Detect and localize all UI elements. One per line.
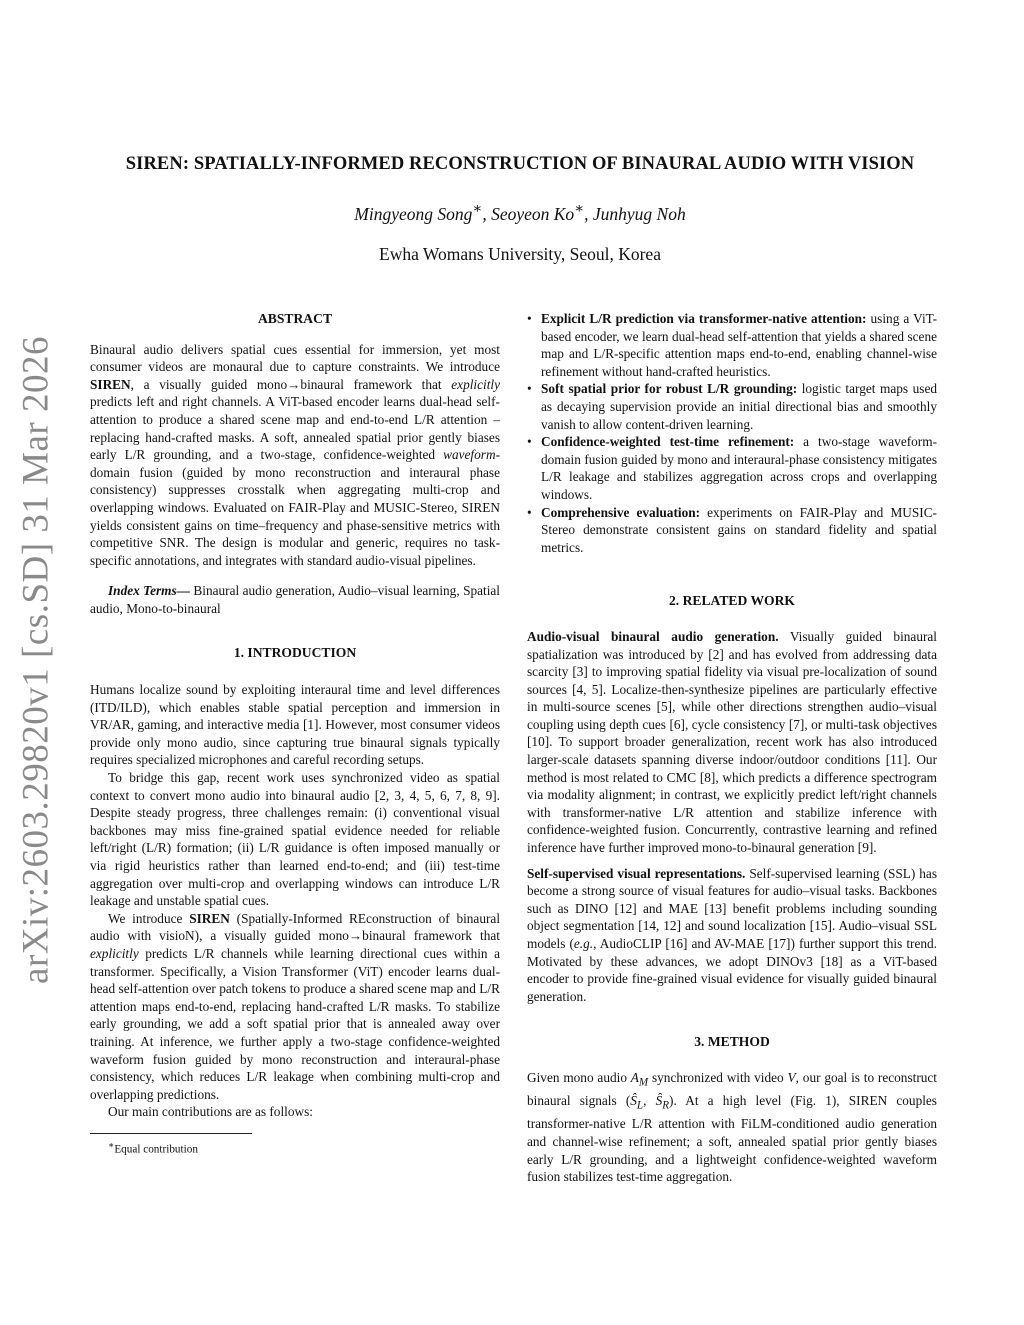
method-text: , [643, 1093, 656, 1109]
method-paragraph [527, 1069, 937, 1186]
footnote-text: Equal contribution [114, 1143, 198, 1156]
list-item [527, 310, 937, 380]
author-separator: , [584, 203, 593, 224]
author-3: Junhyug Noh [592, 203, 686, 224]
contribution-title: Soft spatial prior for robust L/R grounding: [541, 381, 798, 397]
subsection-title: Self-supervised visual representations. [527, 865, 746, 881]
introduction-heading: 1. INTRODUCTION [233, 644, 357, 660]
abstract-heading: ABSTRACT [257, 311, 333, 326]
author-1: Mingyeong Song [354, 203, 473, 224]
related-text: Visually guided binaural spatialization was introduced by [2] and has evolved from addressing data scarcity [3] to improving spatial fidelity via visual pre-localization of sound sources [4, 5]. Localize-then-synthesize pipelines are particularly effective in multi-source scenes [5], while other directions strengthen audio–visual coupling using depth cues [6], cycle consistency [7], or multi-task objectives [10]. To support broader generalization, recent work has also introduced larger-scale datasets spanning diverse indoor/outdoor conditions [11]. Our method is most related to CMC [8], which predicts a difference spectrogram via modality alignment; in contrast, we explicitly predict left/right channels with transformer-native L/R attention and stabilize inference with confidence-weighted fusion. Concurrently, contrastive learning and refined inference have further improved mono-to-binaural generation [9]. [527, 628, 937, 856]
author-2: Seoyeon Ko [491, 203, 575, 224]
contribution-text: using a ViT-based encoder, we learn dual-head self-attention that yields a shared scene map and L/R-specific attention maps end-to-end, enabling channel-wise refinement without hand-crafted heuristics. [541, 311, 937, 379]
intro-paragraph-4: Our main contributions are as follows: [108, 1104, 313, 1120]
intro-text: (Spatially-Informed REconstruction of binaural audio with visioN), a visually guided mono→binaural framework that [90, 910, 501, 944]
math-symbol: V [787, 1069, 796, 1085]
list-item [527, 433, 937, 503]
method-text: Given mono audio [527, 1069, 631, 1085]
abstract-emphasis: waveform [443, 447, 496, 463]
author-separator: , [482, 203, 492, 224]
right-column [527, 310, 937, 1186]
equal-contribution-mark: ∗ [574, 201, 585, 217]
method-heading: 3. METHOD [694, 1034, 770, 1050]
related-paragraph-1 [527, 628, 937, 857]
index-terms [90, 582, 500, 617]
author-list [90, 200, 950, 225]
contribution-text: logistic target maps used as decaying supervision provide an initial directional bias and smoothly vanish to allow content-driven learning. [541, 381, 938, 432]
equal-contribution-mark: ∗ [472, 201, 483, 217]
abstract-emphasis: explicitly [451, 376, 500, 392]
arxiv-identifier-stamp: arXiv:2603.29820v1 [cs.SD] 31 Mar 2026 [15, 336, 57, 984]
abstract-text: -domain fusion (guided by mono reconstruction and interaural phase consistency) suppresses crosstalk when aggregating multi-crop and overlapping windows. Evaluated on FAIR-Play and MUSIC-Stereo, SIREN yields consistent gains on time–frequency and phase-sensitive metrics with competitive SNR. The design is modular and generic, requires no task-specific annotations, and integrates with standard audio-visual pipelines. [90, 447, 500, 568]
affiliation: Ewha Womans University, Seoul, Korea [379, 244, 661, 264]
intro-emphasis: explicitly [90, 946, 139, 961]
index-terms-label: Index Terms— [108, 583, 190, 599]
math-symbol: Ŝ [630, 1093, 637, 1109]
abstract-body [90, 341, 500, 570]
footnote [90, 1138, 500, 1159]
contribution-text: a two-stage waveform-domain fusion guided by mono and interaural-phase consistency mitigates L/R leakage and stabilizes aggregation across crops and overlapping windows. [541, 434, 937, 502]
abstract-text: , a visually guided mono→binaural framework that [130, 376, 452, 392]
math-symbol: Ŝ [655, 1093, 663, 1109]
math-subscript: M [638, 1076, 649, 1089]
related-text: Self-supervised learning (SSL) has become a strong source of visual features for audio–visual tasks. Backbones such as DINO [12] and MAE [13] benefit problems including sounding object segmentation [14, 12] and sound localization [15]. Audio–visual SSL models ( [527, 865, 937, 951]
intro-paragraph-1: Humans localize sound by exploiting interaural time and level differences (ITD/ILD), which enables stable spatial perception and immersion in VR/AR, gaming, and interactive media [1]. However, most consumer videos provide only mono audio, since capturing true binaural signals typically requires specialized microphones and careful recording setups. [90, 682, 500, 768]
math-subscript: R [662, 1099, 670, 1112]
left-column [90, 310, 500, 1159]
abstract-text: Binaural audio delivers spatial cues essential for immersion, yet most consumer videos are monaural due to capture constraints. We introduce [90, 341, 500, 375]
method-text: synchronized with video [648, 1069, 788, 1085]
list-item [527, 504, 937, 557]
footnote-rule [90, 1133, 252, 1134]
intro-paragraph-3 [90, 910, 500, 1104]
abstract-text: predicts left and right channels. A ViT-based encoder learns dual-head self-attention to produce a shared scene map and end-to-end L/R attention – replacing hand-crafted masks. A soft, annealed spatial prior gently biases early L/R grounding, and a two-stage, confidence-weighted [90, 394, 500, 463]
math-subscript: L [636, 1099, 644, 1112]
paper-title: SIREN: SPATIALLY-INFORMED RECONSTRUCTION OF BINAURAL AUDIO WITH VISION [125, 154, 915, 174]
contribution-list [527, 310, 937, 556]
subsection-title: Audio-visual binaural audio generation. [527, 628, 779, 644]
contribution-title: Confidence-weighted test-time refinement: [541, 434, 795, 450]
list-item [527, 380, 937, 433]
related-paragraph-2 [527, 865, 937, 1006]
related-text: , AudioCLIP [16] and AV-MAE [17]) further support this trend. Motivated by these advances, we adopt DINOv3 [18] as a ViT-based encoder to provide fine-grained visual evidence for visually guided binaural generation. [527, 936, 937, 1004]
contribution-text: experiments on FAIR-Play and MUSIC-Stereo demonstrate consistent gains on standard fidelity and spatial metrics. [541, 504, 937, 555]
index-terms-text: Binaural audio generation, Audio–visual learning, Spatial audio, Mono-to-binaural [90, 583, 500, 616]
intro-text: predicts L/R channels while learning directional cues within a transformer. Specifically, a Vision Transformer (ViT) encoder learns dual-head self-attention over patch tokens to produce a shared scene map and L/R attention maps end-to-end, replacing hand-crafted L/R masks. To stabilize early grounding, we add a soft spatial prior that is annealed away over training. At inference, we further apply a two-stage confidence-weighted waveform fusion guided by mono reconstruction and interaural-phase consistency, which reduces L/R leakage when combining multi-crop and overlapping predictions. [90, 946, 500, 1102]
method-name: SIREN [90, 376, 131, 392]
contribution-title: Explicit L/R prediction via transformer-native attention: [541, 311, 867, 326]
method-name: SIREN [189, 910, 230, 926]
method-text: , our goal is to reconstruct binaural signals ( [527, 1069, 937, 1109]
footnote-mark: ∗ [108, 1140, 115, 1151]
math-symbol: A [630, 1069, 639, 1085]
related-work-heading: 2. RELATED WORK [668, 593, 795, 609]
intro-text: We introduce [108, 910, 190, 926]
related-emphasis: e.g. [573, 936, 594, 951]
intro-paragraph-2: To bridge this gap, recent work uses synchronized video as spatial context to convert mono audio into binaural audio [2, 3, 4, 5, 6, 7, 8, 9]. Despite steady progress, three challenges remain: (i) conventional visual backbones may miss fine-grained spatial evidence needed for reliable left/right (L/R) formation; (ii) L/R guidance is often imposed manually or via rigid heuristics rather than learned end-to-end; and (iii) test-time aggregation over multi-crop and overlapping windows can introduce L/R leakage and unstable spatial cues. [90, 770, 500, 909]
contribution-title: Comprehensive evaluation: [541, 504, 701, 520]
method-text: ). At a high level (Fig. 1), SIREN couples transformer-native L/R attention with FiLM-conditioned audio generation and channel-wise refinement; a soft, annealed spatial prior gently biases early L/R grounding, and a lightweight confidence-weighted waveform fusion stabilizes test-time aggregation. [527, 1093, 937, 1185]
